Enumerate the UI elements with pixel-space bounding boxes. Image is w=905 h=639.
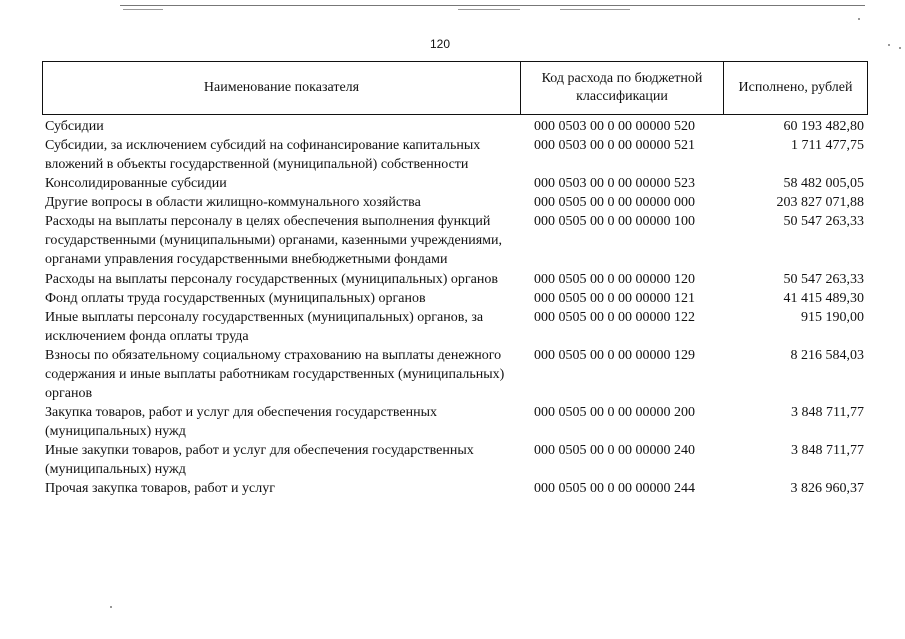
row-amount: 58 482 005,05 — [783, 176, 864, 191]
header-name-cell: Наименование показателя — [43, 62, 521, 114]
row-amount: 41 415 489,30 — [783, 291, 864, 306]
row-amount: 915 190,00 — [801, 310, 864, 325]
scan-dash — [123, 9, 163, 10]
row-code: 000 0505 00 0 00 00000 122 — [534, 310, 695, 325]
row-name: Взносы по обязательному социальному страхованию на выплаты денежного содержания и иные выплаты работникам государственных (муниципальных) органов — [45, 348, 505, 401]
table-row — [42, 174, 868, 193]
row-name: Субсидии, за исключением субсидий на софинансирование капитальных вложений в объекты государственной (муниципальной) собственности — [45, 138, 481, 172]
row-name: Прочая закупка товаров, работ и услуг — [45, 481, 275, 496]
table-row — [42, 346, 868, 403]
row-name: Расходы на выплаты персоналу в целях обеспечения выполнения функций государственными (муниципальными) органами, казенными учреждениями, органами управления государственными внебюджетными фондами — [45, 214, 502, 267]
row-code: 000 0505 00 0 00 00000 240 — [534, 443, 695, 458]
scan-dash — [458, 9, 520, 10]
row-name: Иные закупки товаров, работ и услуг для обеспечения государственных (муниципальных) нужд — [45, 443, 474, 477]
scan-speck — [110, 606, 112, 608]
row-code: 000 0505 00 0 00 00000 244 — [534, 481, 695, 496]
row-name: Фонд оплаты труда государственных (муниципальных) органов — [45, 291, 426, 306]
table-row — [42, 308, 868, 346]
scan-speck — [888, 44, 890, 46]
header-executed-cell: Исполнено, рублей — [738, 80, 853, 95]
row-name: Субсидии — [45, 119, 104, 134]
row-name: Закупка товаров, работ и услуг для обеспечения государственных (муниципальных) нужд — [45, 405, 438, 439]
table-row — [42, 212, 868, 269]
row-name: Другие вопросы в области жилищно-коммунального хозяйства — [45, 195, 421, 210]
row-code: 000 0505 00 0 00 00000 120 — [534, 272, 695, 287]
table-row — [42, 403, 868, 441]
table-row — [42, 117, 868, 136]
table-header — [42, 61, 868, 115]
row-code: 000 0505 00 0 00 00000 129 — [534, 348, 695, 363]
row-name: Консолидированные субсидии — [45, 176, 227, 191]
row-code: 000 0505 00 0 00 00000 100 — [534, 214, 695, 229]
scan-edge-line — [120, 5, 865, 6]
row-amount: 3 848 711,77 — [791, 405, 864, 420]
table-body — [42, 117, 868, 498]
table-row — [42, 270, 868, 289]
table-row — [42, 479, 868, 498]
row-amount: 3 826 960,37 — [790, 481, 864, 496]
table-row — [42, 193, 868, 212]
table-row — [42, 136, 868, 174]
row-code: 000 0505 00 0 00 00000 000 — [534, 195, 695, 210]
row-amount: 60 193 482,80 — [783, 119, 864, 134]
row-amount: 1 711 477,75 — [791, 138, 864, 153]
row-code: 000 0505 00 0 00 00000 121 — [534, 291, 695, 306]
row-code: 000 0505 00 0 00 00000 200 — [534, 405, 695, 420]
row-code: 000 0503 00 0 00 00000 521 — [534, 138, 695, 153]
row-amount: 50 547 263,33 — [783, 214, 864, 229]
row-amount: 203 827 071,88 — [776, 195, 864, 210]
row-code: 000 0503 00 0 00 00000 520 — [534, 119, 695, 134]
row-code: 000 0503 00 0 00 00000 523 — [534, 176, 695, 191]
row-name: Расходы на выплаты персоналу государственных (муниципальных) органов — [45, 272, 498, 287]
page-number: 120 — [429, 37, 451, 51]
table-row — [42, 289, 868, 308]
row-amount: 8 216 584,03 — [790, 348, 864, 363]
table-row — [42, 441, 868, 479]
row-name: Иные выплаты персоналу государственных (муниципальных) органов, за исключением фонда оплаты труда — [45, 310, 484, 344]
scan-speck — [899, 47, 901, 49]
scan-speck — [858, 18, 860, 20]
header-code-cell: Код расхода по бюджетной классификации — [521, 62, 724, 114]
row-amount: 50 547 263,33 — [783, 272, 864, 287]
row-amount: 3 848 711,77 — [791, 443, 864, 458]
scan-dash — [560, 9, 630, 10]
